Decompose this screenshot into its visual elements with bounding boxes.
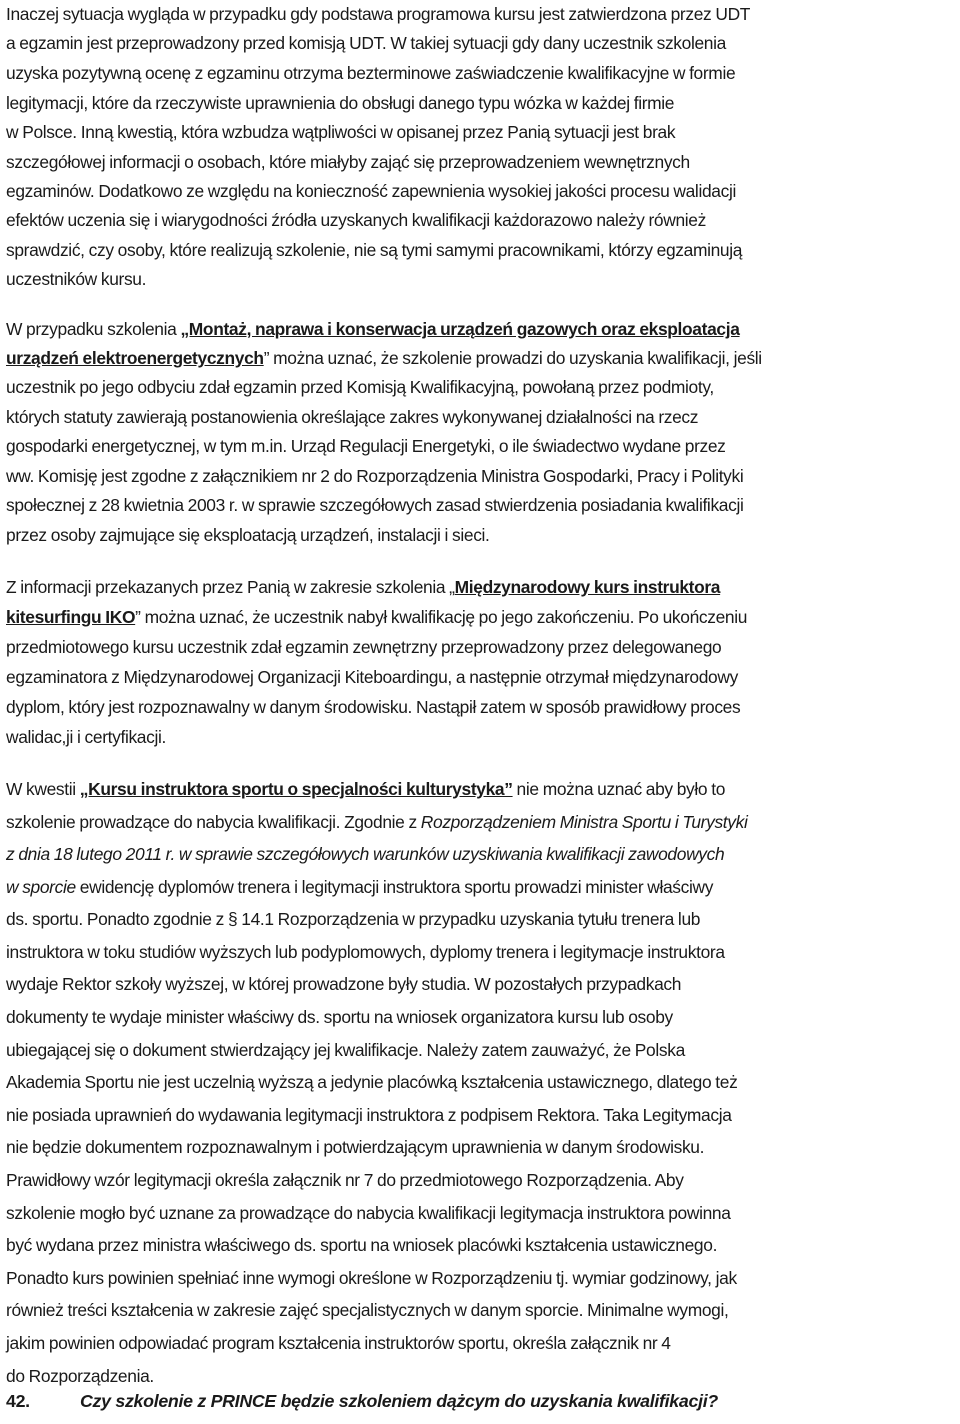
text-line: instruktora w toku studiów wyższych lub podyplomowych, dyplomy trenera i legitymacje instruktora (6, 941, 725, 962)
regulation-title: w sporcie (6, 876, 76, 897)
section-sign: § (227, 909, 238, 930)
text-line: również treści kształcenia w zakresie zajęć specjalistycznych w danym sporcie. Minimalne wymogi, (6, 1300, 729, 1321)
text-line: walidac,ji i certyfikacji. (6, 726, 166, 747)
text-line (6, 871, 956, 904)
text-line: w Polsce. Inną kwestią, która wzbudza wątpliwości w opisanej przez Panią sytuacji jest brak (6, 122, 676, 143)
text-line: Prawidłowy wzór legitymacji określa załącznik nr 7 do przedmiotowego Rozporządzenia. Aby (6, 1170, 684, 1191)
training-title: urządzeń elektroenergetycznych (6, 348, 264, 369)
training-title: „Montaż, naprawa i konserwacja urządzeń gazowych oraz eksploatacja (180, 318, 740, 339)
text-line: których statuty zawierają postanowienia określające zakres wykonywanej działalności na rzecz (6, 406, 699, 427)
text-line (6, 315, 956, 344)
text-line: efektów uczenia się i wiarygodności źródła uzyskanych kwalifikacji każdorazowo należy również (6, 210, 706, 231)
text-line: przez osoby zajmujące się eksploatacją urządzeń, instalacji i sieci. (6, 524, 490, 545)
text-line: do Rozporządzenia. (6, 1365, 154, 1386)
text-run: szkolenie prowadzące do nabycia kwalifikacji. Zgodnie z (6, 811, 421, 832)
text-line: a egzamin jest przeprowadzony przed komisją UDT. W takiej sytuacji gdy dany uczestnik szkolenia (6, 33, 726, 54)
paragraph-kitesurfing-course (6, 572, 956, 752)
text-line: szkolenie mogło być uznane za prowadzące do nabycia kwalifikacji legitymacja instruktora powinna (6, 1202, 731, 1223)
question-heading (6, 1391, 718, 1412)
text-line (6, 344, 956, 373)
text-line: ww. Komisję jest zgodne z załącznikiem nr 2 do Rozporządzenia Ministra Gospodarki, Pracy i Polityki (6, 465, 744, 486)
text-line: Inaczej sytuacja wygląda w przypadku gdy podstawa programowa kursu jest zatwierdzona przez UDT (6, 4, 751, 24)
regulation-title: z dnia 18 lutego 2011 r. w sprawie szczegółowych warunków uzyskiwania kwalifikacji zawodowych (6, 844, 725, 865)
text-run: ” można uznać, że uczestnik nabył kwalifikację po jego zakończeniu. Po ukończeniu (135, 606, 748, 627)
text-line (6, 773, 956, 806)
text-line: Ponadto kurs powinien spełniać inne wymogi określone w Rozporządzeniu tj. wymiar godzinowy, jak (6, 1267, 737, 1288)
question-text: Czy szkolenie z PRINCE będzie szkoleniem dążcym do uzyskania kwalifikacji? (80, 1391, 718, 1411)
text-line: Akademia Sportu nie jest uczelnią wyższą a jedynie placówką kształcenia ustawicznego, dlatego też (6, 1072, 738, 1093)
text-line: legitymacji, które da rzeczywiste uprawnienia do obsługi danego typu wózka w każdej firmie (6, 93, 675, 114)
text-run: Z informacji przekazanych przez Panią w zakresie szkolenia (6, 576, 450, 597)
text-line: być wydana przez ministra właściwego ds. sportu na wniosek placówki kształcenia ustawicznego. (6, 1235, 718, 1256)
text-line: nie będzie dokumentem rozpoznawalnym i potwierdzającym uprawnienia w danym środowisku. (6, 1137, 705, 1158)
regulation-title: Rozporządzeniem Ministra Sportu i Turystyki (420, 811, 748, 832)
text-line: sprawdzić, czy osoby, które realizują szkolenie, nie są tymi samymi pracownikami, którzy egzaminują (6, 239, 743, 260)
text-line: ubiegającej się o dokument stwierdzający jej kwalifikacje. Należy zatem zauważyć, że Polska (6, 1039, 685, 1060)
text-line (6, 602, 956, 632)
text-run: nie można uznać aby było to (512, 778, 726, 799)
text-line: nie posiada uprawnień do wydawania legitymacji instruktora z podpisem Rektora. Taka Legitymacja (6, 1104, 732, 1125)
text-line: przedmiotowego kursu uczestnik zdał egzamin zewnętrzny przeprowadzony przez delegowanego (6, 636, 722, 657)
text-line: egzaminatora z Międzynarodowej Organizacji Kiteboardingu, a następnie otrzymał międzynarodowy (6, 666, 738, 687)
training-title: „Kursu instruktora sportu o specjalności kulturystyka” (79, 778, 513, 799)
text-run: ds. sportu. Ponadto zgodnie z (6, 909, 228, 930)
text-line: uczestników kursu. (6, 269, 147, 290)
question-number: 42. (6, 1391, 30, 1411)
training-title: kitesurfingu IKO (6, 606, 136, 627)
text-line (6, 903, 956, 936)
training-title: Międzynarodowy kurs instruktora (454, 576, 721, 597)
paragraph-bodybuilding-instructor (6, 773, 956, 1392)
document-body (6, 0, 956, 1392)
text-line: egzaminów. Dodatkowo ze względu na konieczność zapewnienia wysokiej jakości procesu walidacji (6, 181, 736, 202)
text-line: szczegółowej informacji o osobach, które miałyby zająć się przeprowadzeniem wewnętrznych (6, 151, 690, 172)
paragraph-gas-electro-training (6, 315, 956, 550)
paragraph-udt-exam (6, 0, 956, 295)
text-run: W kwestii (6, 778, 80, 799)
text-line: dokumenty te wydaje minister właściwy ds. sportu na wniosek organizatora kursu lub osoby (6, 1007, 673, 1028)
text-line: uzyska pozytywną ocenę z egzaminu otrzyma bezterminowe zaświadczenie kwalifikacyjne w formie (6, 62, 736, 83)
text-line (6, 806, 956, 839)
text-run: ” można uznać, że szkolenie prowadzi do uzyskania kwalifikacji, jeśli (263, 348, 762, 369)
text-line (6, 572, 956, 602)
text-line: gospodarki energetycznej, w tym m.in. Urząd Regulacji Energetyki, o ile świadectwo wydane przez (6, 436, 726, 457)
text-line: uczestnik po jego odbyciu zdał egzamin przed Komisją Kwalifikacyjną, powołaną przez podmioty, (6, 377, 714, 398)
text-line: społecznej z 28 kwietnia 2003 r. w sprawie szczegółowych zasad stwierdzenia posiadania kwalifikacji (6, 495, 744, 516)
text-line: jakim powinien odpowiadać program kształcenia instruktorów sportu, określa załącznik nr 4 (6, 1333, 671, 1353)
text-run: W przypadku szkolenia (6, 318, 181, 339)
text-run: 14.1 Rozporządzenia w przypadku uzyskania tytułu trenera lub (237, 909, 701, 930)
text-line: wydaje Rektor szkoły wyższej, w której prowadzone były studia. W pozostałych przypadkach (6, 974, 682, 995)
text-run: ewidencję dyplomów trenera i legitymacji instruktora sportu prowadzi minister właściwy (75, 876, 714, 897)
text-line: dyplom, który jest rozpoznawalny w danym środowisku. Nastąpił zatem w sposób prawidłowy proces (6, 696, 741, 717)
text-run: „ (449, 576, 455, 597)
